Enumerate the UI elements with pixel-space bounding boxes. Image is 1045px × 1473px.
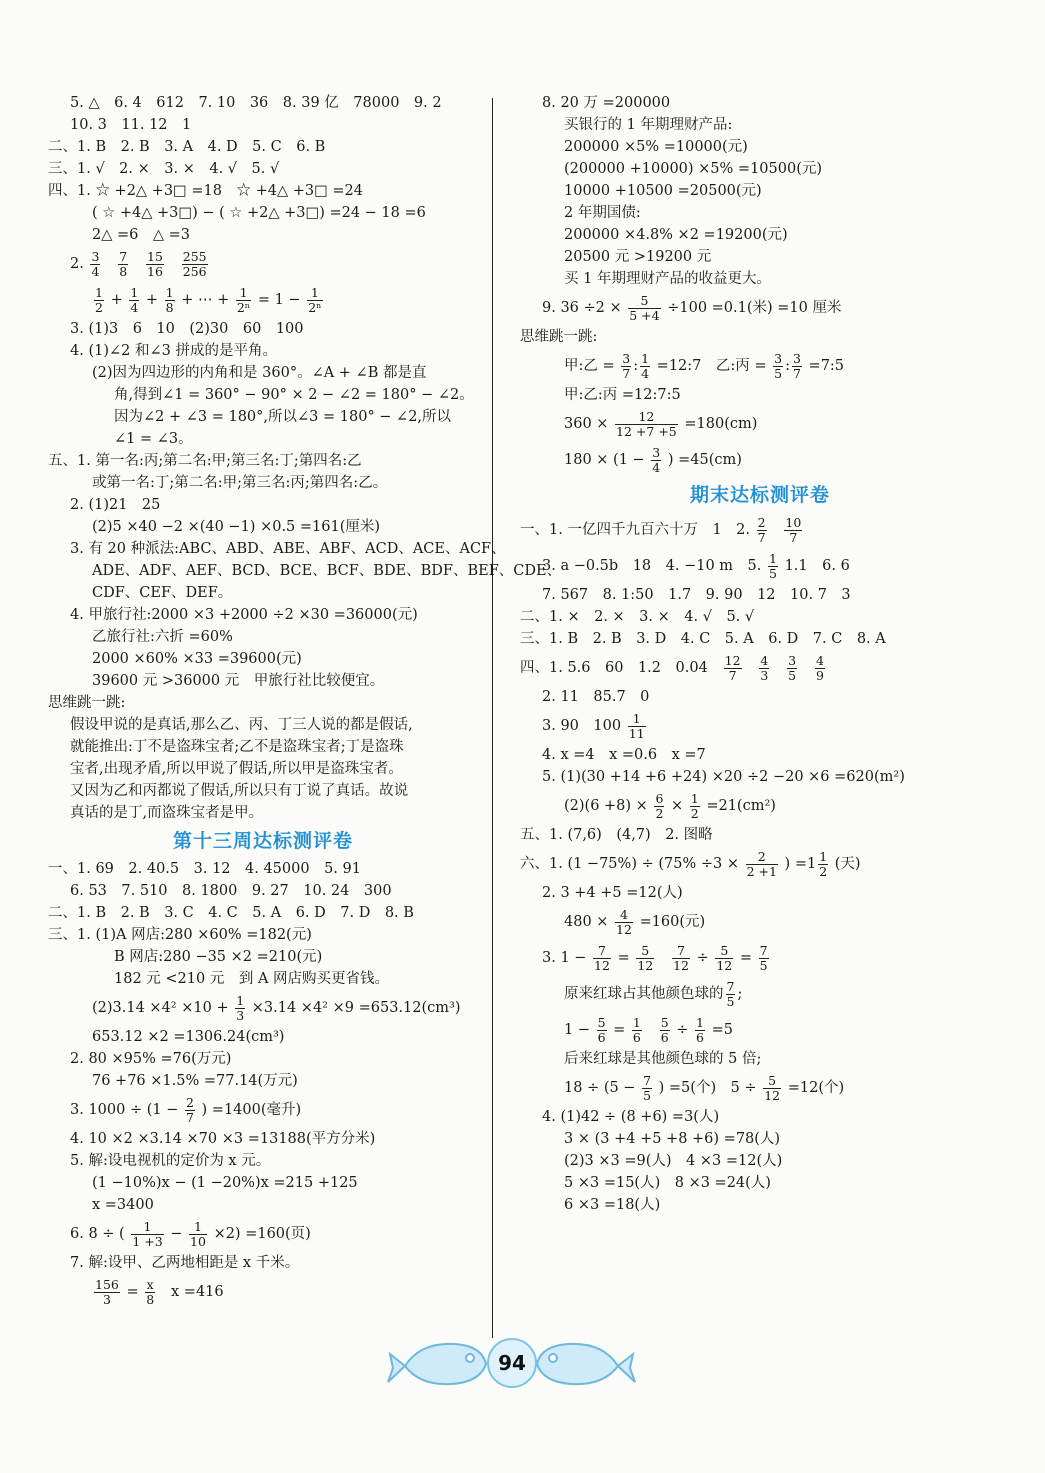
fraction: $\frac{2}{2 +1}$ <box>746 848 777 879</box>
answer-line: 五、1. (7,6) (4,7) 2. 图略 <box>520 827 713 843</box>
answer-line: 后来红球是其他颜色球的 5 倍; <box>564 1051 762 1067</box>
fraction: $\frac{1}{5}$ <box>769 550 777 581</box>
fraction-line: 3. a −0.5b 18 4. −10 m 5. $\frac{1}{5}$ 1.1 6. 6 <box>542 550 850 581</box>
answer-line: 2000 ×60% ×33 =39600(元) <box>92 651 302 667</box>
fraction-line: 原来红球占其他颜色球的 $\frac{7}{5}$ ; <box>564 978 743 1009</box>
fraction: $\frac{5}{12}$ <box>716 942 733 973</box>
fraction: $\frac{12}{7}$ <box>724 652 741 683</box>
answer-line: B 网店:280 −35 ×2 =210(元) <box>114 949 323 965</box>
fraction: $\frac{7}{5}$ <box>726 978 735 1009</box>
answer-line: 二、1. × 2. × 3. × 4. √ 5. √ <box>520 609 755 625</box>
fraction: $\frac{2}{7}$ <box>185 1094 194 1125</box>
fraction: $\frac{1}{11}$ <box>628 710 645 741</box>
answer-line: ∠1 = ∠3。 <box>114 431 193 447</box>
answer-line: 10. 3 11. 12 1 <box>70 117 192 133</box>
fraction-line: 甲:乙 = $\frac{3}{7}$ : $\frac{1}{4}$ =12:7 乙:丙 = $\frac{3}{5}$ : $\frac{3}{7}$ =7:5 <box>564 350 845 381</box>
fraction-line: 18 ÷ (5 − $\frac{7}{5}$ ) =5(个) 5 ÷ $\frac{5}{12}$ =12(个) <box>564 1072 845 1103</box>
answer-line: 3. (1)3 6 10 (2)30 60 100 <box>70 321 304 337</box>
answer-line: 4. (1)∠2 和∠3 拼成的是平角。 <box>70 343 277 359</box>
answer-line: 买银行的 1 年期理财产品: <box>564 117 733 133</box>
answer-line: (2)3 ×3 =9(人) 4 ×3 =12(人) <box>564 1153 783 1169</box>
answer-line: 200000 ×5% =10000(元) <box>564 139 748 155</box>
fraction: $\frac{7}{12}$ <box>594 942 610 973</box>
answer-line: 一、1. 69 2. 40.5 3. 12 4. 45000 5. 91 <box>48 861 361 877</box>
fraction: $\frac{4}{12}$ <box>616 906 632 937</box>
answer-line: 甲:乙:丙 =12:7:5 <box>564 387 681 403</box>
answer-line: 又因为乙和丙都说了假话,所以只有丁说了真话。故说 <box>70 783 409 799</box>
fraction-line: 四、1. 5.6 60 1.2 0.04 $\frac{12}{7}$ $\frac{4}{3}$ $\frac{3}{5}$ $\frac{4}{9}$ <box>520 652 824 683</box>
answer-line: 角,得到∠1 = 360° − 90° × 2 − ∠2 = 180° − ∠2。 <box>114 387 474 403</box>
fraction-line: 480 × $\frac{4}{12}$ =160(元) <box>564 906 706 937</box>
answer-line: 2 年期国债: <box>564 205 641 221</box>
answer-line: 思维跳一跳: <box>48 695 126 711</box>
answer-line: 乙旅行社:六折 =60% <box>92 629 233 645</box>
fraction: $\frac{1}{8}$ <box>165 284 174 315</box>
answer-line: 2. 11 85.7 0 <box>542 689 650 705</box>
answer-line: 五、1. 第一名:丙;第二名:甲;第三名:丁;第四名:乙 <box>48 453 362 469</box>
answer-line: 4. 甲旅行社:2000 ×3 +2000 ÷2 ×30 =36000(元) <box>70 607 418 623</box>
fraction-line: 3. 90 100 $\frac{1}{11}$ <box>542 710 645 741</box>
fraction-line: 3. 1000 ÷ (1 − $\frac{2}{7}$ ) =1400(毫升) <box>70 1094 302 1125</box>
answer-line: 二、1. B 2. B 3. C 4. C 5. A 6. D 7. D 8. B <box>48 905 414 921</box>
answer-line: 5 ×3 =15(人) 8 ×3 =24(人) <box>564 1175 771 1191</box>
fraction: $\frac{3}{7}$ <box>622 350 631 381</box>
answer-line: 39600 元 >36000 元 甲旅行社比较便宜。 <box>92 673 385 689</box>
fraction: $\frac{3}{5}$ <box>774 350 783 381</box>
fraction: $\frac{5}{5 +4}$ <box>629 292 660 323</box>
fraction-line: 180 × (1 − $\frac{3}{4}$ ) =45(cm) <box>564 444 742 475</box>
fraction: $\frac{3}{5}$ <box>788 652 797 683</box>
page-number: 94 <box>487 1338 537 1388</box>
fraction: $\frac{15}{16}$ <box>147 248 163 279</box>
answer-line: 200000 ×4.8% ×2 =19200(元) <box>564 227 788 243</box>
answer-line: 5. (1)(30 +14 +6 +24) ×20 ÷2 −20 ×6 =620(m²) <box>542 769 905 785</box>
fraction-line: $\frac{1}{2}$ + $\frac{1}{4}$ + $\frac{1}{8}$ + ⋯ + $\frac{1}{\text{2ⁿ}}$ = 1 − $\frac{1}{\text{2ⁿ}}$ <box>95 284 322 315</box>
fraction: $\frac{1}{4}$ <box>641 350 650 381</box>
answer-line: 4. 10 ×2 ×3.14 ×70 ×3 =13188(平方分米) <box>70 1131 376 1147</box>
fraction: $\frac{1}{2}$ <box>690 790 699 821</box>
answer-line: 三、1. √ 2. × 3. × 4. √ 5. √ <box>48 161 280 177</box>
fraction-line: 1 − $\frac{5}{6}$ = $\frac{1}{6}$ $\frac{5}{6}$ ÷ $\frac{1}{6}$ =5 <box>564 1014 733 1045</box>
fraction-line: 六、1. (1 −75%) ÷ (75% ÷3 × $\frac{2}{2 +1}$ ) =1 $\frac{1}{2}$ (天) <box>520 848 861 879</box>
fraction: $\frac{x}{8}$ <box>146 1276 155 1307</box>
fraction-line: (2)3.14 ×4² ×10 + $\frac{1}{3}$ ×3.14 ×4² ×9 =653.12(cm³) <box>92 992 461 1023</box>
section-heading: 期末达标测评卷 <box>689 484 830 506</box>
right-fish-icon <box>537 1344 635 1384</box>
fraction: $\frac{1}{6}$ <box>632 1014 641 1045</box>
fraction: $\frac{1}{\text{2ⁿ}}$ <box>308 284 322 315</box>
answer-line: 宝者,出现矛盾,所以甲说了假话,所以甲是盗珠宝者。 <box>70 761 403 777</box>
fraction: $\frac{3}{7}$ <box>792 350 801 381</box>
left-fish-icon <box>388 1344 486 1384</box>
answer-line: 6 ×3 =18(人) <box>564 1197 661 1213</box>
answer-line: 7. 567 8. 1:50 1.7 9. 90 12 10. 7 3 <box>542 587 851 603</box>
answer-line: 20500 元 >19200 元 <box>564 249 712 265</box>
fraction: $\frac{5}{6}$ <box>660 1014 669 1045</box>
answer-line: 182 元 <210 元 到 A 网店购买更省钱。 <box>114 971 390 987</box>
fraction: $\frac{255}{256}$ <box>182 248 207 279</box>
fraction: $\frac{6}{2}$ <box>655 790 664 821</box>
answer-line: 5. 解:设电视机的定价为 x 元。 <box>70 1153 271 1169</box>
answer-line: 2. 3 +4 +5 =12(人) <box>542 885 683 901</box>
fraction: $\frac{4}{9}$ <box>815 652 824 683</box>
fraction: $\frac{7}{8}$ <box>119 248 128 279</box>
fraction: $\frac{5}{6}$ <box>597 1014 606 1045</box>
fraction: $\frac{1}{3}$ <box>236 992 245 1023</box>
answer-line: 3 × (3 +4 +5 +8 +6) =78(人) <box>564 1131 781 1147</box>
answer-line: 因为∠2 + ∠3 = 180°,所以∠3 = 180° − ∠2,所以 <box>114 409 452 425</box>
fraction: $\frac{1}{1 +3}$ <box>132 1218 163 1249</box>
answer-line: (200000 +10000) ×5% =10500(元) <box>564 161 823 177</box>
section-heading: 第十三周达标测评卷 <box>172 830 353 852</box>
fraction: $\frac{10}{7}$ <box>785 514 802 545</box>
answer-line: 四、1. ☆ +2△ +3□ =18 ☆ +4△ +3□ =24 <box>48 183 363 199</box>
fraction-line: 9. 36 ÷2 × $\frac{5}{5 +4}$ ÷100 =0.1(米) =10 厘米 <box>542 292 842 323</box>
fraction: $\frac{5}{12}$ <box>637 942 654 973</box>
left-column <box>48 92 562 1310</box>
answer-line: 就能推出:丁不是盗珠宝者;乙不是盗珠宝者;丁是盗珠 <box>70 739 404 755</box>
fraction: $\frac{7}{5}$ <box>759 942 768 973</box>
answer-line: 3. 有 20 种派法:ABC、ABD、ABE、ABF、ACD、ACE、ACF、 <box>70 541 506 557</box>
answer-line: 8. 20 万 =200000 <box>542 95 671 111</box>
fraction: $\frac{7}{12}$ <box>673 942 689 973</box>
answer-line: 10000 +10500 =20500(元) <box>564 183 762 199</box>
answer-line: 5. △ 6. 4 612 7. 10 36 8. 39 亿 78000 9. 2 <box>70 95 442 111</box>
answer-line: 真话的是丁,而盗珠宝者是甲。 <box>70 805 264 821</box>
fraction: $\frac{1}{4}$ <box>130 284 139 315</box>
answer-line: 4. x =4 x =0.6 x =7 <box>542 747 706 763</box>
fraction: $\frac{1}{2}$ <box>95 284 103 315</box>
fraction: $\frac{1}{10}$ <box>190 1218 206 1249</box>
fraction-line: 6. 8 ÷ ( $\frac{1}{1 +3}$ − $\frac{1}{10}$ ×2) =160(页) <box>70 1218 311 1249</box>
answer-line: 买 1 年期理财产品的收益更大。 <box>564 271 771 287</box>
fraction-line: 2. $\frac{3}{4}$ $\frac{7}{8}$ $\frac{15}{16}$ $\frac{255}{256}$ <box>70 248 207 279</box>
right-column <box>520 92 1000 1216</box>
answer-line: (2)因为四边形的内角和是 360°。∠A + ∠B 都是直 <box>92 365 427 381</box>
fraction: $\frac{5}{12}$ <box>764 1072 781 1103</box>
answer-line: (2)5 ×40 −2 ×(40 −1) ×0.5 =161(厘米) <box>92 519 381 535</box>
answer-line: 4. (1)42 ÷ (8 +6) =3(人) <box>542 1109 720 1125</box>
fraction: $\frac{4}{3}$ <box>760 652 769 683</box>
fraction-line: 360 × $\frac{12}{12 +7 +5}$ =180(cm) <box>564 408 758 439</box>
fraction: $\frac{1}{2}$ <box>819 848 828 879</box>
fraction: $\frac{3}{4}$ <box>652 444 661 475</box>
page-footer <box>0 1336 1045 1396</box>
answer-line: x =3400 <box>92 1197 154 1213</box>
answer-line: 或第一名:丁;第二名:甲;第三名:丙;第四名:乙。 <box>92 475 388 491</box>
answer-line: 思维跳一跳: <box>520 329 598 345</box>
fraction: $\frac{7}{5}$ <box>643 1072 652 1103</box>
answer-line: 三、1. (1)A 网店:280 ×60% =182(元) <box>48 927 312 943</box>
fraction: $\frac{1}{\text{2ⁿ}}$ <box>236 284 251 315</box>
answer-line: (1 −10%)x − (1 −20%)x =215 +125 <box>92 1175 358 1191</box>
answer-line: 二、1. B 2. B 3. A 4. D 5. C 6. B <box>48 139 326 155</box>
answer-line: ADE、ADF、AEF、BCD、BCE、BCF、BDE、BDF、BEF、CDE、 <box>92 563 562 579</box>
answer-line: 7. 解:设甲、乙两地相距是 x 千米。 <box>70 1255 300 1271</box>
answer-line: ( ☆ +4△ +3□) − ( ☆ +2△ +3□) =24 − 18 =6 <box>92 205 426 221</box>
answer-line: CDF、CEF、DEF。 <box>92 585 233 601</box>
answer-line: 三、1. B 2. B 3. D 4. C 5. A 6. D 7. C 8. A <box>520 631 886 647</box>
answer-line: 2△ =6 △ =3 <box>92 227 190 243</box>
fraction-line: 一、1. 一亿四千九百六十万 1 2. $\frac{2}{7}$ $\frac{10}{7}$ <box>520 514 802 545</box>
answer-line: 假设甲说的是真话,那么乙、丙、丁三人说的都是假话, <box>70 717 413 733</box>
fraction: $\frac{156}{3}$ <box>95 1276 119 1307</box>
answer-line: 6. 53 7. 510 8. 1800 9. 27 10. 24 300 <box>70 883 392 899</box>
answer-line: 653.12 ×2 =1306.24(cm³) <box>92 1029 285 1045</box>
fraction-line: 3. 1 − $\frac{7}{12}$ = $\frac{5}{12}$ $\frac{7}{12}$ ÷ $\frac{5}{12}$ = $\frac{7}{5}$ <box>542 942 768 973</box>
fraction: $\frac{1}{6}$ <box>696 1014 704 1045</box>
column-divider <box>492 98 493 1338</box>
fraction-line: (2)(6 +8) × $\frac{6}{2}$ × $\frac{1}{2}$ =21(cm²) <box>564 790 776 821</box>
fraction: $\frac{3}{4}$ <box>91 248 100 279</box>
answer-line: 2. 80 ×95% =76(万元) <box>70 1051 232 1067</box>
answer-line: 76 +76 ×1.5% =77.14(万元) <box>92 1073 298 1089</box>
fraction: $\frac{2}{7}$ <box>757 514 766 545</box>
fraction-line: $\frac{156}{3}$ = $\frac{x}{8}$ x =416 <box>95 1276 224 1307</box>
fraction: $\frac{12}{12 +7 +5}$ <box>616 408 677 439</box>
answer-line: 2. (1)21 25 <box>70 497 161 513</box>
